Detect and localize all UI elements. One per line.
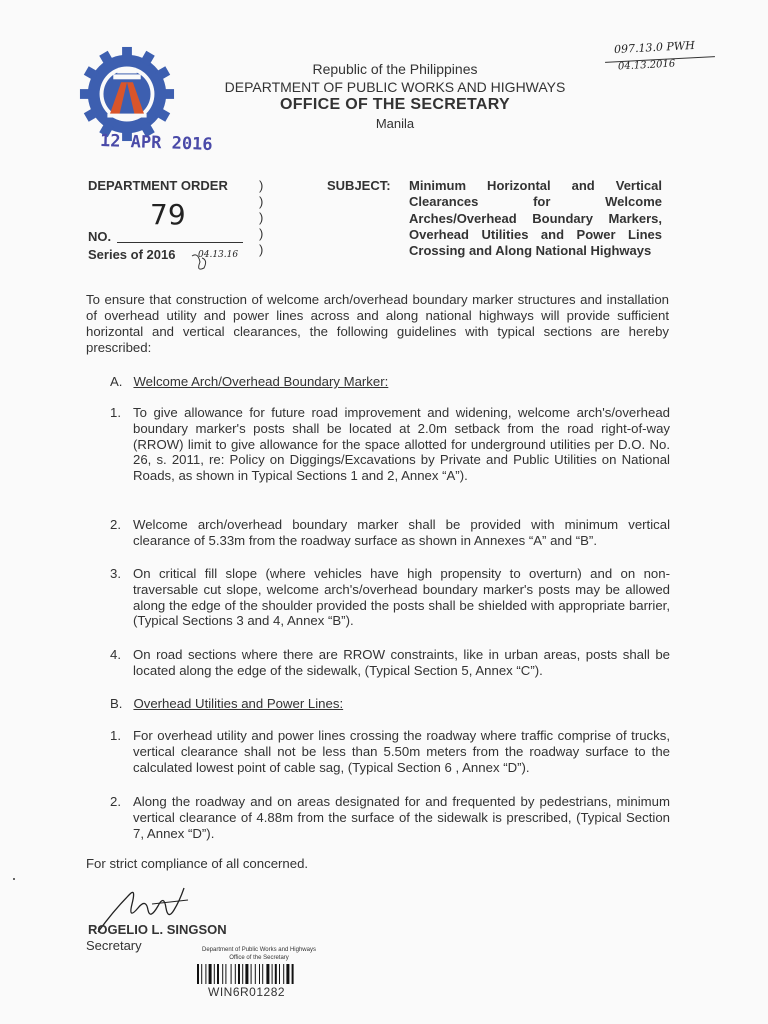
list-item [110,728,670,775]
list-item-number: 1. [110,405,121,420]
section-a-heading [110,374,388,389]
order-no-label: NO. [88,229,112,244]
list-item-number: 3. [110,566,121,581]
handwritten-ref-no: 097.13.0 PWH [613,38,696,57]
office-stamp [184,946,334,962]
subject-label: SUBJECT: [327,178,391,193]
office-stamp-line2: Office of the Secretary [229,955,289,961]
order-series-label: Series of 2016 [88,247,176,262]
list-item-number: 2. [110,517,121,532]
intro-paragraph: To ensure that construction of welcome arch/overhead boundary marker structures and installation of overhead utility and power lines across and along national highways will provide sufficient horizontal and vertical clearances, the following guidelines with typical sections are hereby prescribed: [86,292,669,355]
list-item-text: On road sections where there are RROW constraints, like in urban areas, posts shall be located along the edge of the sidewalk, (Typical Section 5, Annex “C”). [133,647,670,678]
list-item [110,405,670,484]
section-b-letter: B. [110,696,123,711]
scan-speck [13,878,15,880]
list-item [110,517,670,549]
order-label: DEPARTMENT ORDER [88,178,228,193]
list-item-number: 4. [110,647,121,662]
handwritten-initial-mark [188,250,218,274]
office-stamp-line1: Department of Public Works and Highways [202,947,316,953]
list-item-text: To give allowance for future road improvement and widening, welcome arch's/overhead boundary marker's posts shall be located at 2.0m setback from the road right-of-way (RROW) limit to give allowance for the space allotted for underground utilities per D.O. No. 26, s. 2011, re: Policy on Diggings/Excavations by Private and Public Utilities on National Roads, as shown in Typical Sections 1 and 2, Annex “A”). [133,405,670,484]
header-republic: Republic of the Philippines [312,61,478,77]
signatory-name: ROGELIO L. SINGSON [88,922,227,937]
list-item-text: Along the roadway and on areas designated for and frequented by pedestrians, minimum vertical clearance of 4.88m from the surface of the sidewalk is prescribed, (Typical Section 7, Annex “D”). [133,794,670,841]
order-number: 79 [150,198,186,231]
section-b-title: Overhead Utilities and Power Lines: [133,696,344,711]
signatory-title: Secretary [86,938,142,953]
list-item-text: On critical fill slope (where vehicles have high propensity to overturn) and on non-traversable cut slope, welcome arch's/overhead boundary marker's posts may be allowed along the edge of the shoulder provided the posts shall be shielded with appropriate barrier, (Typical Sections 3 and 4, Annex “B”). [133,566,670,629]
handwritten-date: 04.13.2016 [617,58,676,73]
header-department: DEPARTMENT OF PUBLIC WORKS AND HIGHWAYS [224,79,566,95]
list-item [110,794,670,841]
list-item-text: For overhead utility and power lines crossing the roadway where traffic comprise of trucks, vertical clearance shall not be less than 5.50m meters from the roadway surface to the calculated lowest point of cable sag, (Typical Section 6 , Annex “D”). [133,728,670,775]
section-a-title: Welcome Arch/Overhead Boundary Marker: [133,374,389,389]
header-city: Manila [375,116,415,131]
list-item-number: 1. [110,728,121,743]
handwritten-series-date: 04.13.16 [198,250,239,260]
subject-text: Minimum Horizontal and Vertical Clearances for Welcome Arches/Overhead Boundary Markers, Overhead Utilities and Power Lines Crossing and Along National Highways [409,178,662,259]
list-item [110,566,670,629]
received-date-stamp: 12 APR 2016 [99,131,213,155]
header-office: OFFICE OF THE SECRETARY [279,96,511,113]
list-item-text: Welcome arch/overhead boundary marker shall be provided with minimum vertical clearance of 5.33m from the roadway surface as shown in Annexes “A” and “B”. [133,517,670,548]
order-no-underline [117,242,243,243]
section-a-letter: A. [110,374,123,389]
order-parentheses: ) ) ) ) ) [259,178,264,257]
list-item-number: 2. [110,794,121,809]
barcode [197,964,322,984]
barcode-number: WIN6R01282 [208,985,286,999]
list-item [110,647,670,679]
section-b-heading [110,696,343,711]
dpwh-seal-logo [78,45,176,143]
closing-line: For strict compliance of all concerned. [86,856,309,871]
